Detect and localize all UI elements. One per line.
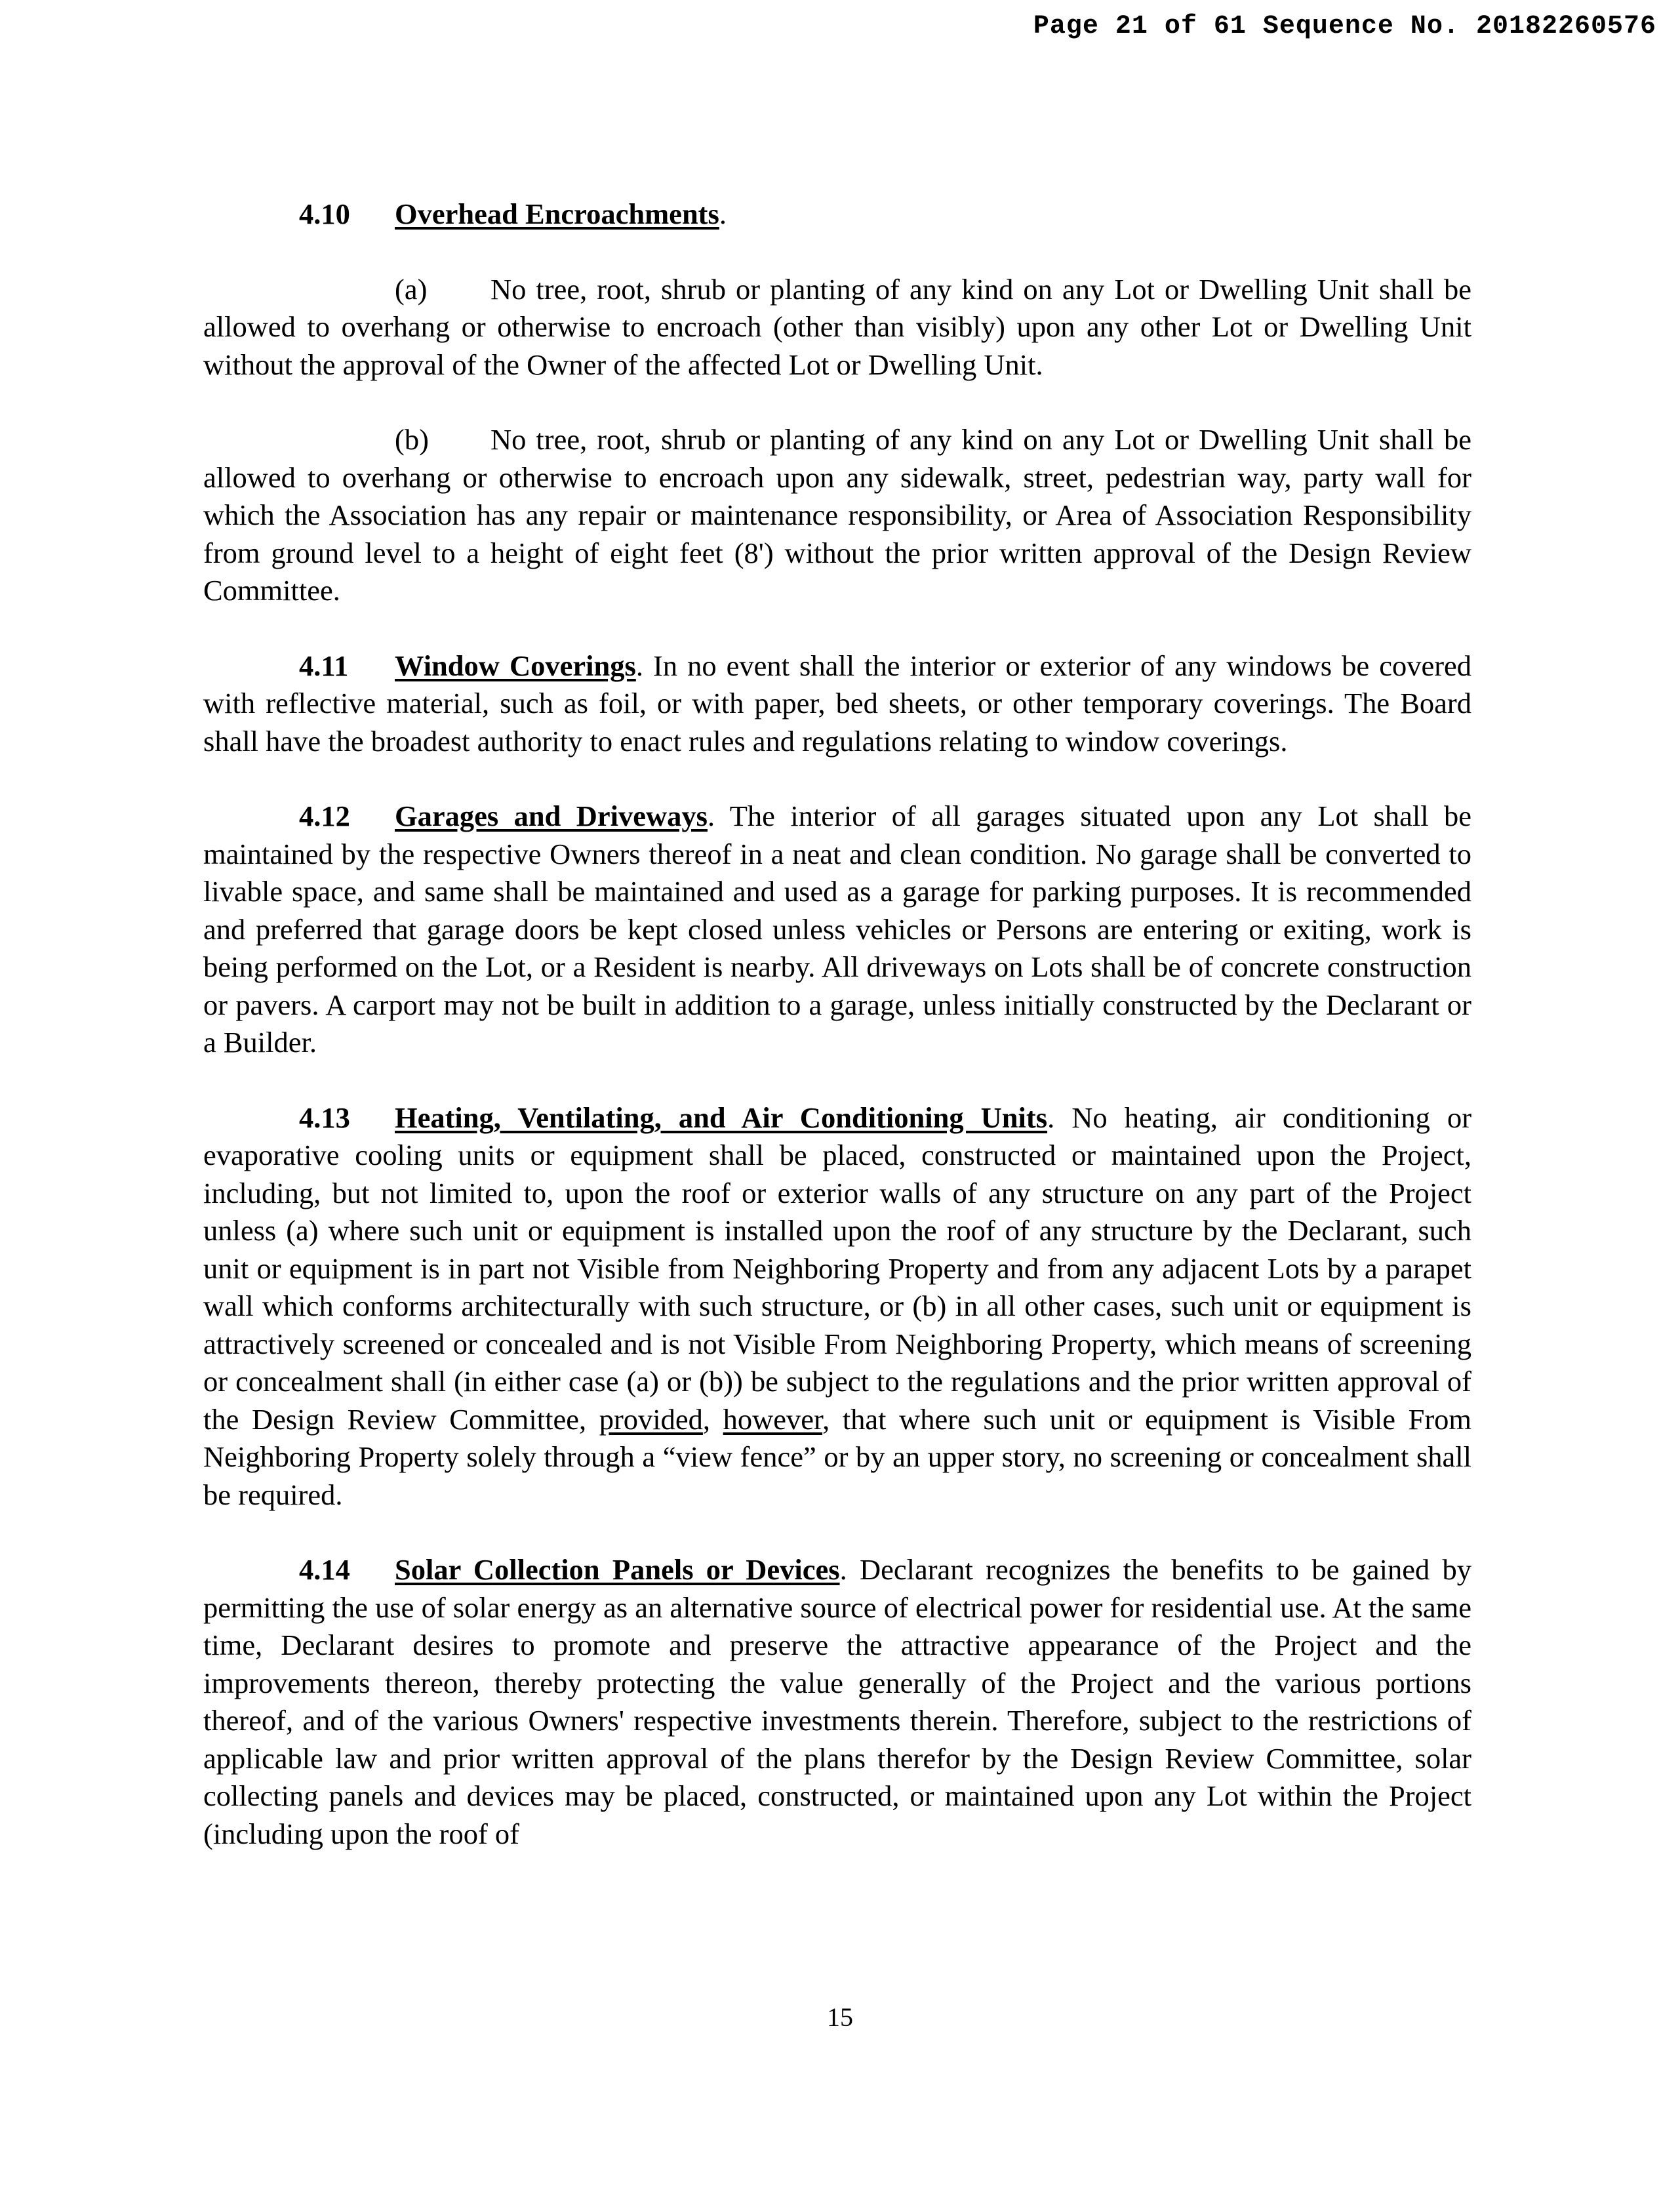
section-title-period: . — [707, 800, 715, 832]
subsection-text: No tree, root, shrub or planting of any kind on any Lot or Dwelling Unit shall be allowed to overhang or otherwise to encroach (other than visibly) upon any other Lot or Dwelling Unit without the approval of the Owner of the affected Lot or Dwelling Unit. — [203, 272, 1471, 381]
section-4-13 — [203, 1099, 1471, 1514]
section-title: Garages and Driveways — [395, 800, 708, 832]
however-term: however — [723, 1402, 823, 1436]
section-4-10-b — [203, 421, 1471, 610]
document-body — [203, 195, 1471, 1853]
section-text: Declarant recognizes the benefits to be gained by permitting the use of solar energy as an alternative source of electrical power for residential use. At the same time, Declarant desires to promote and preserve the attractive appearance of the Project and the improvements thereon, thereby protecting the value generally of the Project and the various portions thereof, and of the various Owners' respective investments therein. Therefore, subject to the restrictions of applicable law and prior written approval of the plans therefor by the Design Review Committee, solar collecting panels and devices may be placed, constructed, or maintained upon any Lot within the Project (including upon the roof of — [203, 1553, 1471, 1850]
page-sequence-stamp: Page 21 of 61 Sequence No. 20182260576 — [1033, 12, 1656, 41]
section-title: Overhead Encroachments — [395, 197, 719, 230]
section-4-12 — [203, 798, 1471, 1062]
comma: , — [702, 1402, 711, 1436]
section-title-period: . — [635, 649, 643, 682]
section-title-period: . — [1047, 1101, 1055, 1134]
section-title: Solar Collection Panels or Devices — [395, 1553, 840, 1586]
provided-term: provided — [599, 1402, 703, 1436]
section-number: 4.14 — [299, 1553, 350, 1586]
section-title-period: . — [719, 197, 727, 230]
section-text: In no event shall the interior or exterior of any windows be covered with reflective material, such as foil, or with paper, bed sheets, or other temporary coverings. The Board shall have the broadest authority to enact rules and regulations relating to window coverings. — [203, 649, 1472, 758]
page-number: 15 — [827, 2002, 853, 2032]
section-text-continued: , that where such unit or equipment is Visible From Neighboring Property solely through a “view fence” or by an upper story, no screening or concealment shall be required. — [203, 1402, 1472, 1511]
section-4-10-a — [203, 271, 1471, 384]
section-text: The interior of all garages situated upon any Lot shall be maintained by the respective Owners thereof in a neat and clean condition. No garage shall be converted to livable space, and same shall be maintained and used as a garage for parking purposes. It is recommended and preferred that garage doors be kept closed unless vehicles or Persons are entering or exiting, work is being performed on the Lot, or a Resident is nearby. All driveways on Lots shall be of concrete construction or pavers. A carport may not be built in addition to a garage, unless initially constructed by the Declarant or a Builder. — [203, 800, 1472, 1059]
section-number: 4.11 — [299, 649, 349, 682]
section-title: Heating, Ventilating, and Air Conditioning Units — [395, 1101, 1048, 1134]
section-4-11 — [203, 647, 1471, 761]
section-4-10-heading — [203, 195, 1471, 233]
subsection-text: No tree, root, shrub or planting of any kind on any Lot or Dwelling Unit shall be allowed to overhang or otherwise to encroach upon any sidewalk, street, pedestrian way, party wall for which the Association has any repair or maintenance responsibility, or Area of Association Responsibility from ground level to a height of eight feet (8') without the prior written approval of the Design Review Committee. — [203, 423, 1471, 607]
section-title-period: . — [839, 1553, 847, 1586]
section-title: Window Coverings — [395, 649, 636, 682]
subsection-label: (b) — [395, 423, 429, 456]
section-number: 4.12 — [299, 800, 350, 832]
section-text: No heating, air conditioning or evaporative cooling units or equipment shall be placed, constructed or maintained upon the Project, including, but not limited to, upon the roof or exterior walls of any structure on any part of the Project unless (a) where such unit or equipment is installed upon the roof of any structure by the Declarant, such unit or equipment is in part not Visible from Neighboring Property and from any adjacent Lots by a parapet wall which conforms architecturally with such structure, or (b) in all other cases, such unit or equipment is attractively screened or concealed and is not Visible From Neighboring Property, which means of screening or concealment shall (in either case (a) or (b)) be subject to the regulations and the prior written approval of the Design Review Committee, — [203, 1101, 1472, 1436]
subsection-label: (a) — [395, 272, 428, 306]
section-number: 4.10 — [299, 197, 350, 230]
section-number: 4.13 — [299, 1101, 350, 1134]
section-4-14 — [203, 1551, 1471, 1853]
